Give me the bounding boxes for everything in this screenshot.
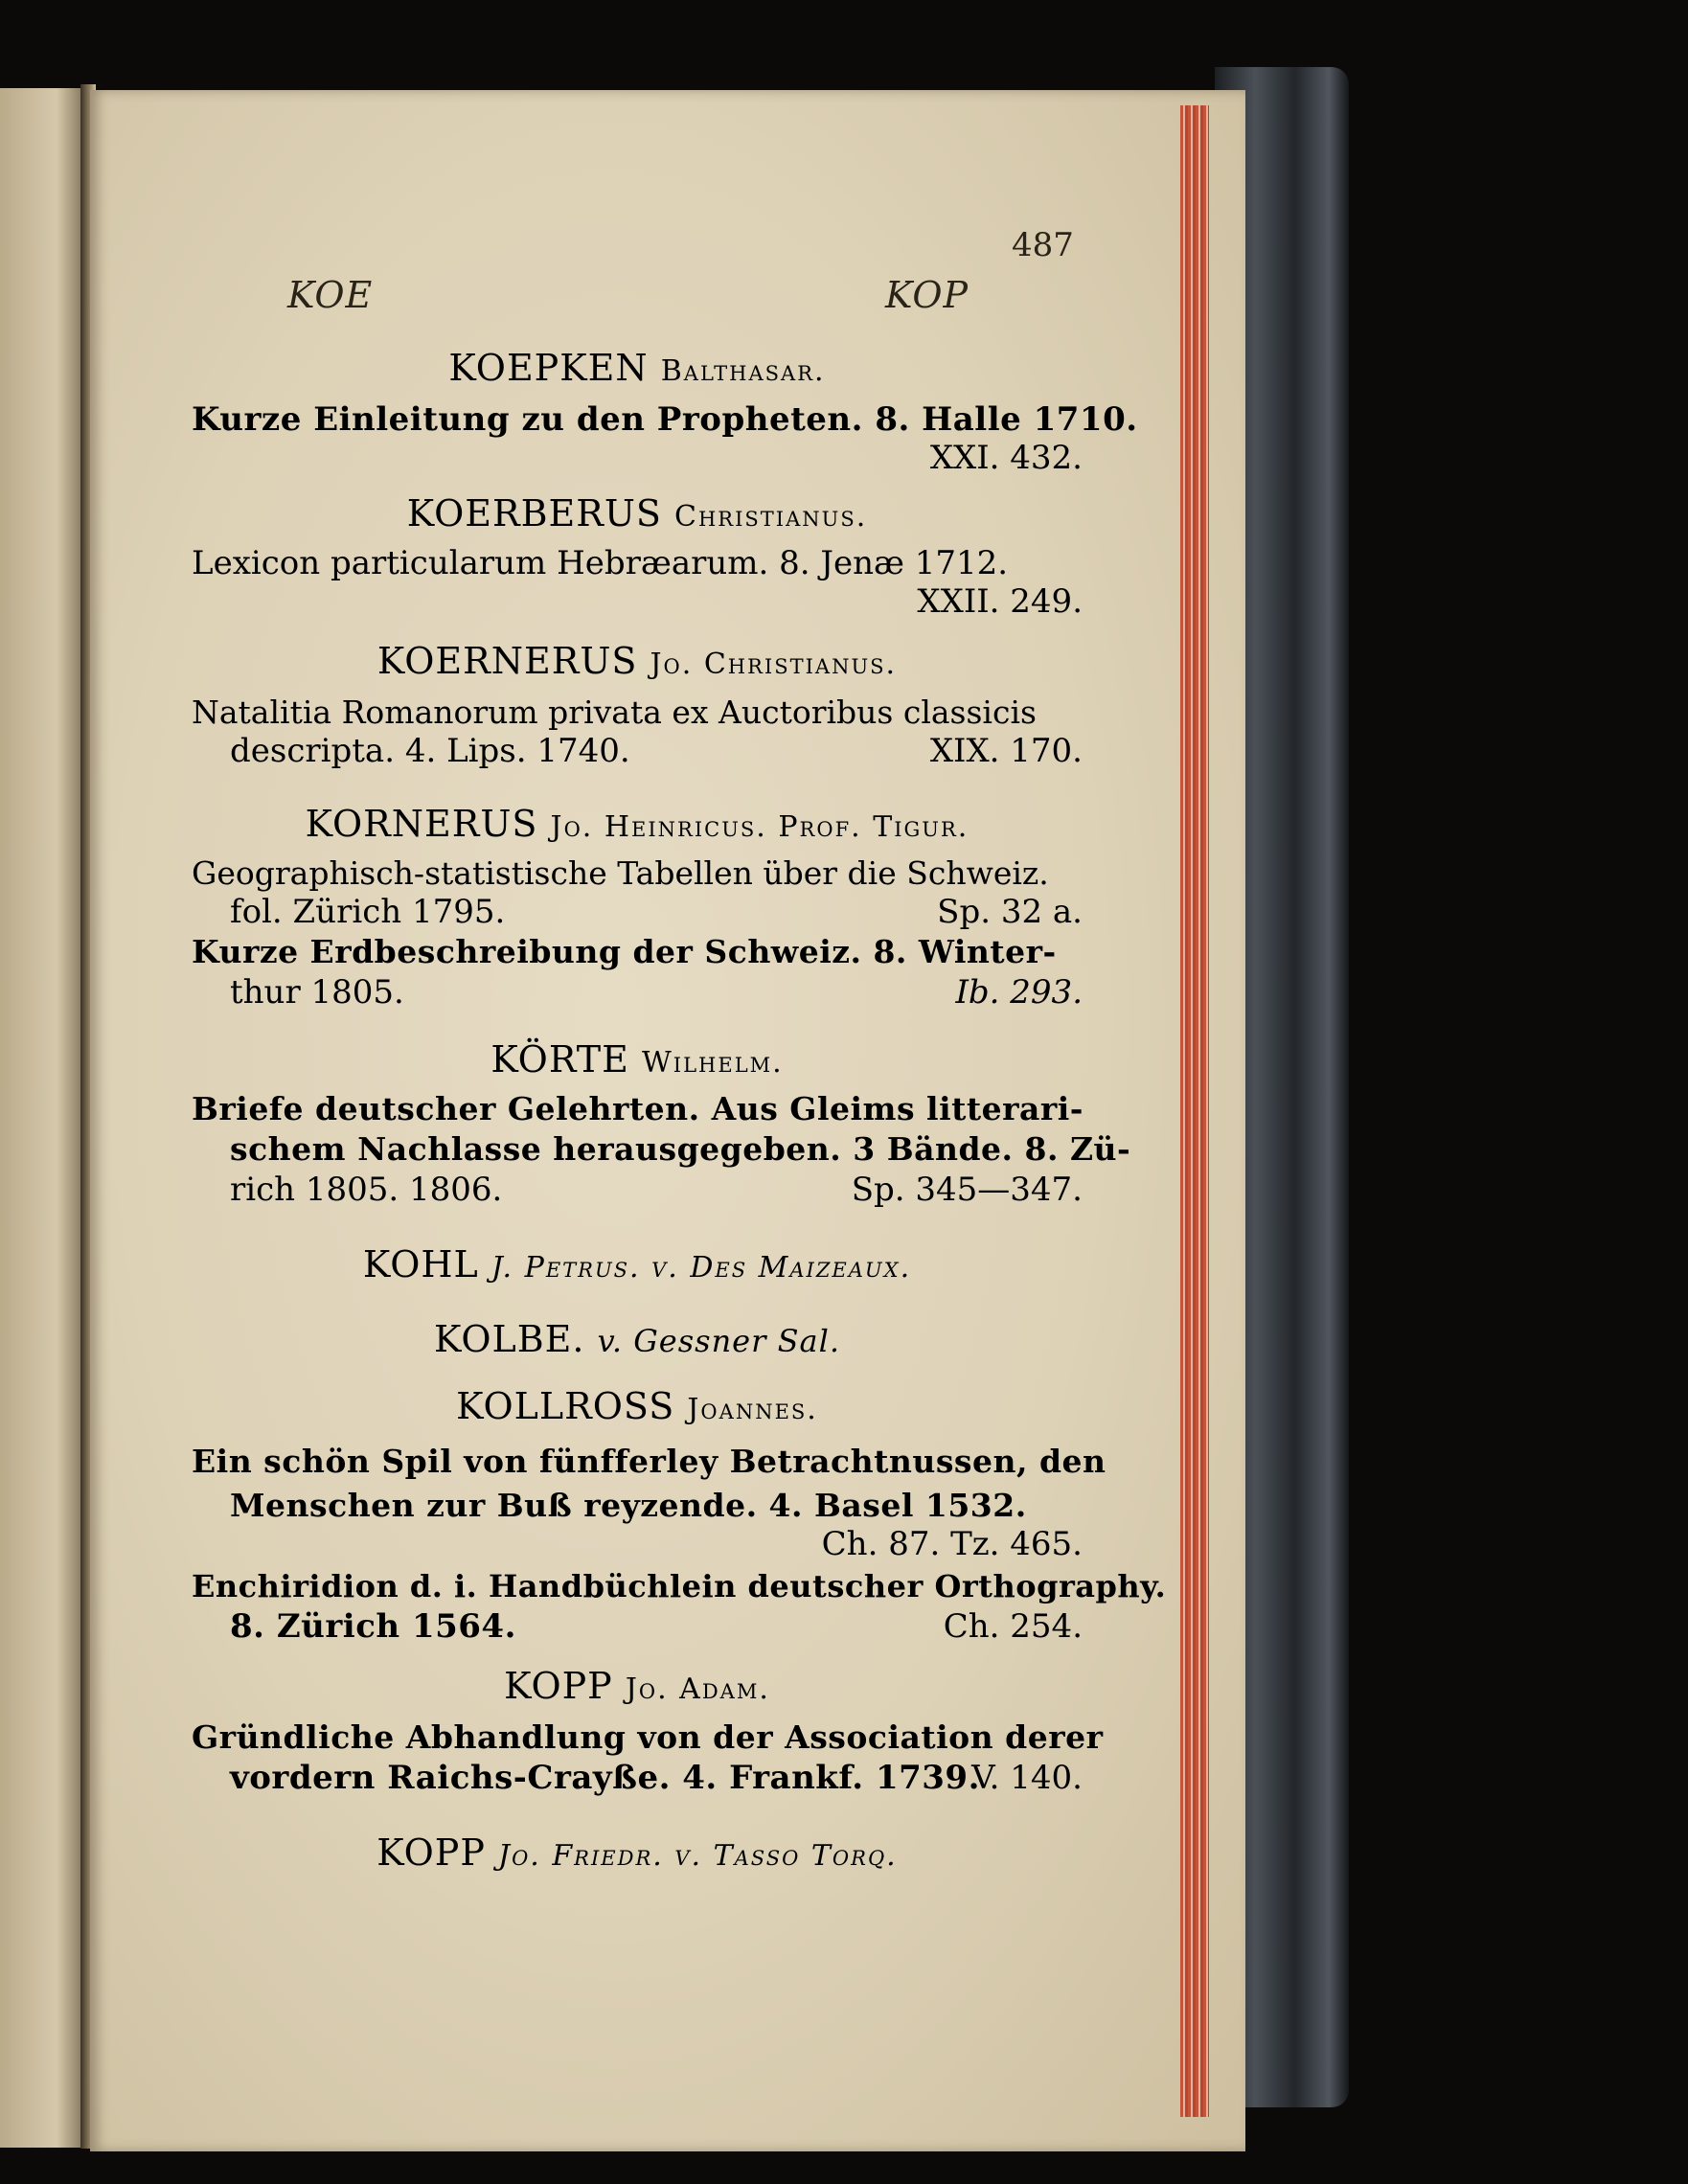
- entry-ref: V. 140.: [971, 1759, 1083, 1797]
- entry-name: KOLLROSS: [456, 1385, 675, 1427]
- entry-line: Kurze Einleitung zu den Propheten. 8. Halle 1710.: [192, 400, 1138, 439]
- entry-given-name: Jo. Heinricus. Prof. Tigur.: [550, 810, 969, 844]
- entry-heading: [192, 345, 1083, 395]
- entry-given-name: Jo. Christianus.: [650, 648, 898, 681]
- entry-line: Lexicon particularum Hebræarum. 8. Jenæ 1712.: [192, 544, 1009, 582]
- entry-text: rich 1805. 1806.: [230, 1171, 503, 1209]
- entry-given-name: Wilhelm.: [641, 1046, 784, 1080]
- entry-given-name: J. Petrus. v. Des Maizeaux.: [490, 1251, 912, 1285]
- entry-line: [192, 973, 1083, 1012]
- entry-line: [192, 1759, 1083, 1797]
- entry-text: descripta. 4. Lips. 1740.: [230, 732, 630, 770]
- entry-ref: Ch. 87. Tz. 465.: [821, 1525, 1083, 1563]
- entry-heading: [192, 1241, 1083, 1291]
- entry-name: KOHL: [362, 1243, 479, 1285]
- entry-line: Geographisch-statistische Tabellen über die Schweiz.: [192, 854, 1049, 892]
- entry-ref: XIX. 170.: [929, 732, 1083, 770]
- entry-given-name: Christianus.: [674, 500, 868, 534]
- entry-text: thur 1805.: [230, 973, 404, 1012]
- entry-heading: [192, 801, 1083, 851]
- entry-line: Natalitia Romanorum privata ex Auctoribus classicis: [192, 694, 1037, 731]
- entry-name: KOLBE.: [434, 1318, 585, 1360]
- entry-line: Gründliche Abhandlung von der Association derer: [192, 1718, 1104, 1756]
- entry-line: schem Nachlasse herausgegeben. 3 Bände. 8. Zü-: [230, 1130, 1131, 1168]
- entry-ref: Sp. 345—347.: [851, 1171, 1083, 1209]
- entry-given-name: v. Gessner Sal.: [597, 1323, 840, 1359]
- entry-heading: [192, 1830, 1083, 1879]
- entry-text: fol. Zürich 1795.: [230, 893, 506, 931]
- entry-name: KOPP: [504, 1665, 613, 1707]
- entry-name: KÖRTE: [490, 1038, 629, 1081]
- entry-ref: Ch. 254.: [943, 1607, 1083, 1646]
- entry-ref: Sp. 32 a.: [937, 893, 1083, 931]
- entry-line: [192, 893, 1083, 931]
- entry-heading: [192, 1036, 1083, 1086]
- entry-given-name: Joannes.: [687, 1393, 818, 1426]
- entry-line: Enchiridion d. i. Handbüchlein deutscher Orthography.: [192, 1568, 1167, 1604]
- entry-heading: [192, 490, 1083, 540]
- entry-line: Briefe deutscher Gelehrten. Aus Gleims litterari-: [192, 1090, 1084, 1127]
- entry-text: vordern Raichs-Crayße. 4. Frankf. 1739.: [230, 1759, 980, 1797]
- entry-heading: [192, 638, 1083, 688]
- entry-name: KOERBERUS: [406, 492, 662, 535]
- entry-given-name: Balthasar.: [660, 354, 826, 388]
- entry-line: Menschen zur Buß reyzende. 4. Basel 1532.: [230, 1487, 1027, 1524]
- entry-line: Kurze Erdbeschreibung der Schweiz. 8. Winter-: [192, 933, 1057, 970]
- entry-line: Ein schön Spil von fünfferley Betrachtnussen, den: [192, 1443, 1106, 1480]
- entry-given-name: Jo. Adam.: [625, 1672, 770, 1706]
- entry-name: KOERNERUS: [376, 640, 638, 682]
- entry-line: [192, 1607, 1083, 1646]
- entry-heading: [192, 1383, 1083, 1433]
- running-head-left: KOE: [287, 274, 374, 316]
- entry-ref: Ib. 293.: [955, 973, 1083, 1012]
- entry-heading: [192, 1316, 1083, 1364]
- entry-line: [192, 1171, 1083, 1209]
- entry-name: KORNERUS: [305, 803, 538, 845]
- entry-given-name: Jo. Friedr. v. Tasso Torq.: [498, 1839, 898, 1873]
- entry-name: KOEPKEN: [448, 347, 649, 389]
- page-number: 487: [1012, 226, 1074, 264]
- entry-line: [192, 732, 1083, 770]
- running-head-right: KOP: [885, 274, 969, 316]
- entry-name: KOPP: [376, 1831, 486, 1874]
- entry-text: 8. Zürich 1564.: [230, 1607, 516, 1646]
- entry-heading: [192, 1663, 1083, 1713]
- page-edges-red: [1180, 105, 1209, 2117]
- left-page-edge: [0, 88, 80, 2148]
- entry-ref: XXII. 249.: [917, 582, 1083, 621]
- entry-ref: XXI. 432.: [929, 439, 1083, 477]
